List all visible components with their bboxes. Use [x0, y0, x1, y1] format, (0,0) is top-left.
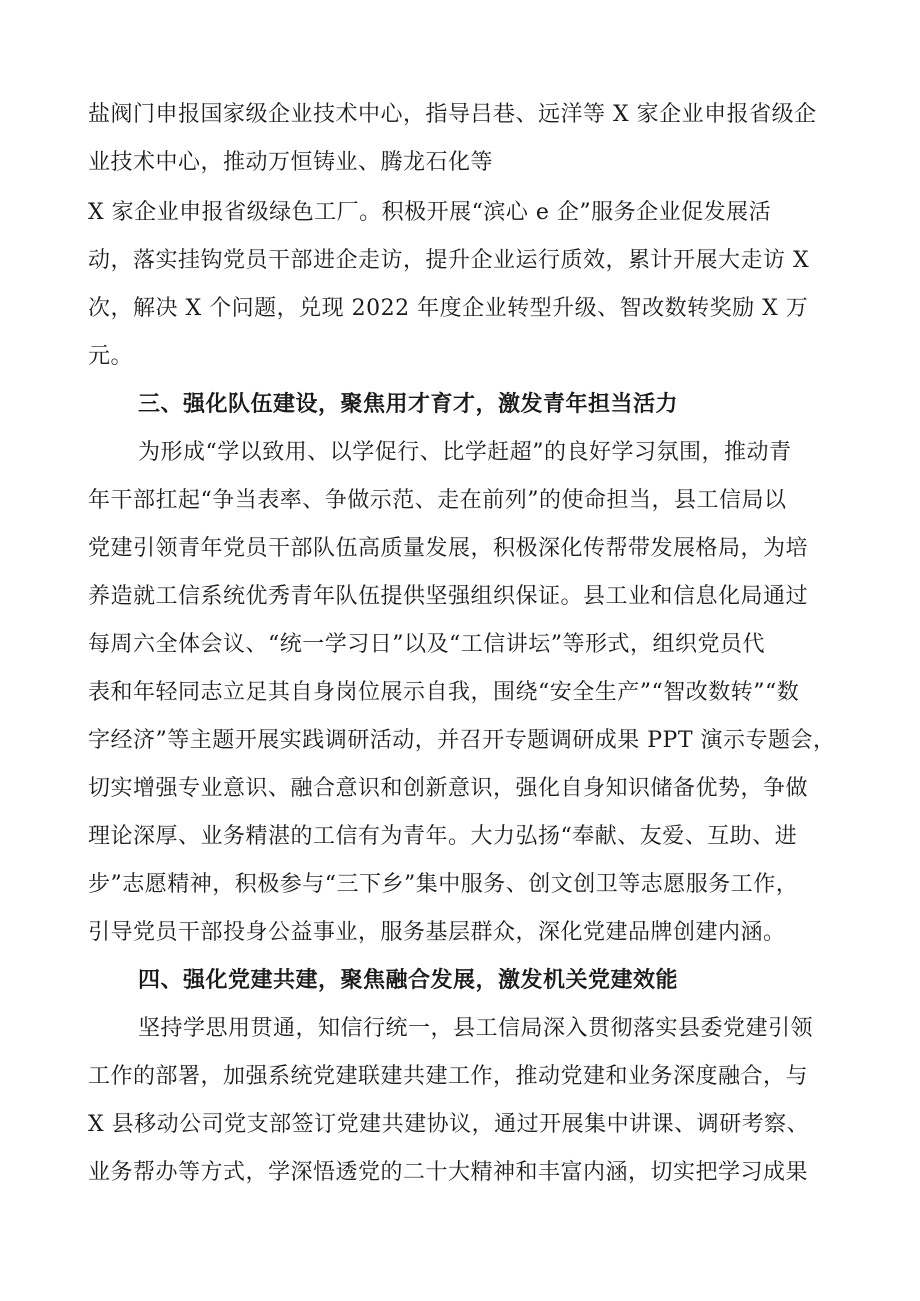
- paragraph-line: 理论深厚、业务精湛的工信有为青年。大力弘扬“奉献、友爱、互助、进: [88, 824, 798, 849]
- body-line: 业技术中心，推动万恒铸业、腾龙石化等: [88, 150, 494, 175]
- paragraph-line: 引导党员干部投身公益事业，服务基层群众，深化党建品牌创建内涵。: [88, 920, 786, 945]
- paragraph-line: 步”志愿精神，积极参与“三下乡”集中服务、创文创卫等志愿服务工作，: [88, 872, 799, 897]
- body-line: 次，解决 X 个问题，兑现 2022 年度企业转型升级、智改数转奖励 X 万: [88, 296, 809, 321]
- paragraph-line: 党建引领青年党员干部队伍高质量发展，积极深化传帮带发展格局，为培: [88, 536, 809, 561]
- body-line: 元。: [88, 344, 134, 369]
- body-line: X 家企业申报省级绿色工厂。积极开展“滨心 e 企”服务企业促发展活: [88, 200, 772, 225]
- paragraph-line: X 县移动公司党支部签订党建共建协议，通过开展集中讲课、调研考察、: [88, 1112, 810, 1137]
- paragraph-line: 每周六全体会议、“统一学习日”以及“工信讲坛”等形式，组织党员代: [88, 632, 765, 657]
- paragraph-line: 字经济”等主题开展实践调研活动，并召开专题调研成果 PPT 演示专题会，: [88, 728, 836, 753]
- section-heading-3: 三、强化队伍建设，聚焦用才育才，激发青年担当活力: [138, 392, 679, 417]
- paragraph-line: 坚持学思用贯通，知信行统一，县工信局深入贯彻落实县委党建引领: [138, 1016, 814, 1041]
- paragraph-line: 表和年轻同志立足其自身岗位展示自我，围绕“安全生产”“智改数转”“数: [88, 680, 800, 705]
- paragraph-line: 养造就工信系统优秀青年队伍提供坚强组织保证。县工业和信息化局通过: [88, 584, 809, 609]
- body-line: 动，落实挂钩党员干部进企走访，提升企业运行质效，累计开展大走访 X: [88, 248, 810, 273]
- body-line: 盐阀门申报国家级企业技术中心，指导吕巷、远洋等 X 家企业申报省级企: [88, 102, 817, 127]
- paragraph-line: 为形成“学以致用、以学促行、比学赶超”的良好学习氛围，推动青: [138, 440, 792, 465]
- paragraph-line: 业务帮办等方式，学深悟透党的二十大精神和丰富内涵，切实把学习成果: [88, 1160, 809, 1185]
- paragraph-line: 工作的部署，加强系统党建联建共建工作，推动党建和业务深度融合，与: [88, 1064, 809, 1089]
- paragraph-line: 年干部扛起“争当表率、争做示范、走在前列”的使命担当，县工信局以: [88, 488, 787, 513]
- section-heading-4: 四、强化党建共建，聚焦融合发展，激发机关党建效能: [138, 968, 679, 993]
- paragraph-line: 切实增强专业意识、融合意识和创新意识，强化自身知识储备优势，争做: [88, 776, 809, 801]
